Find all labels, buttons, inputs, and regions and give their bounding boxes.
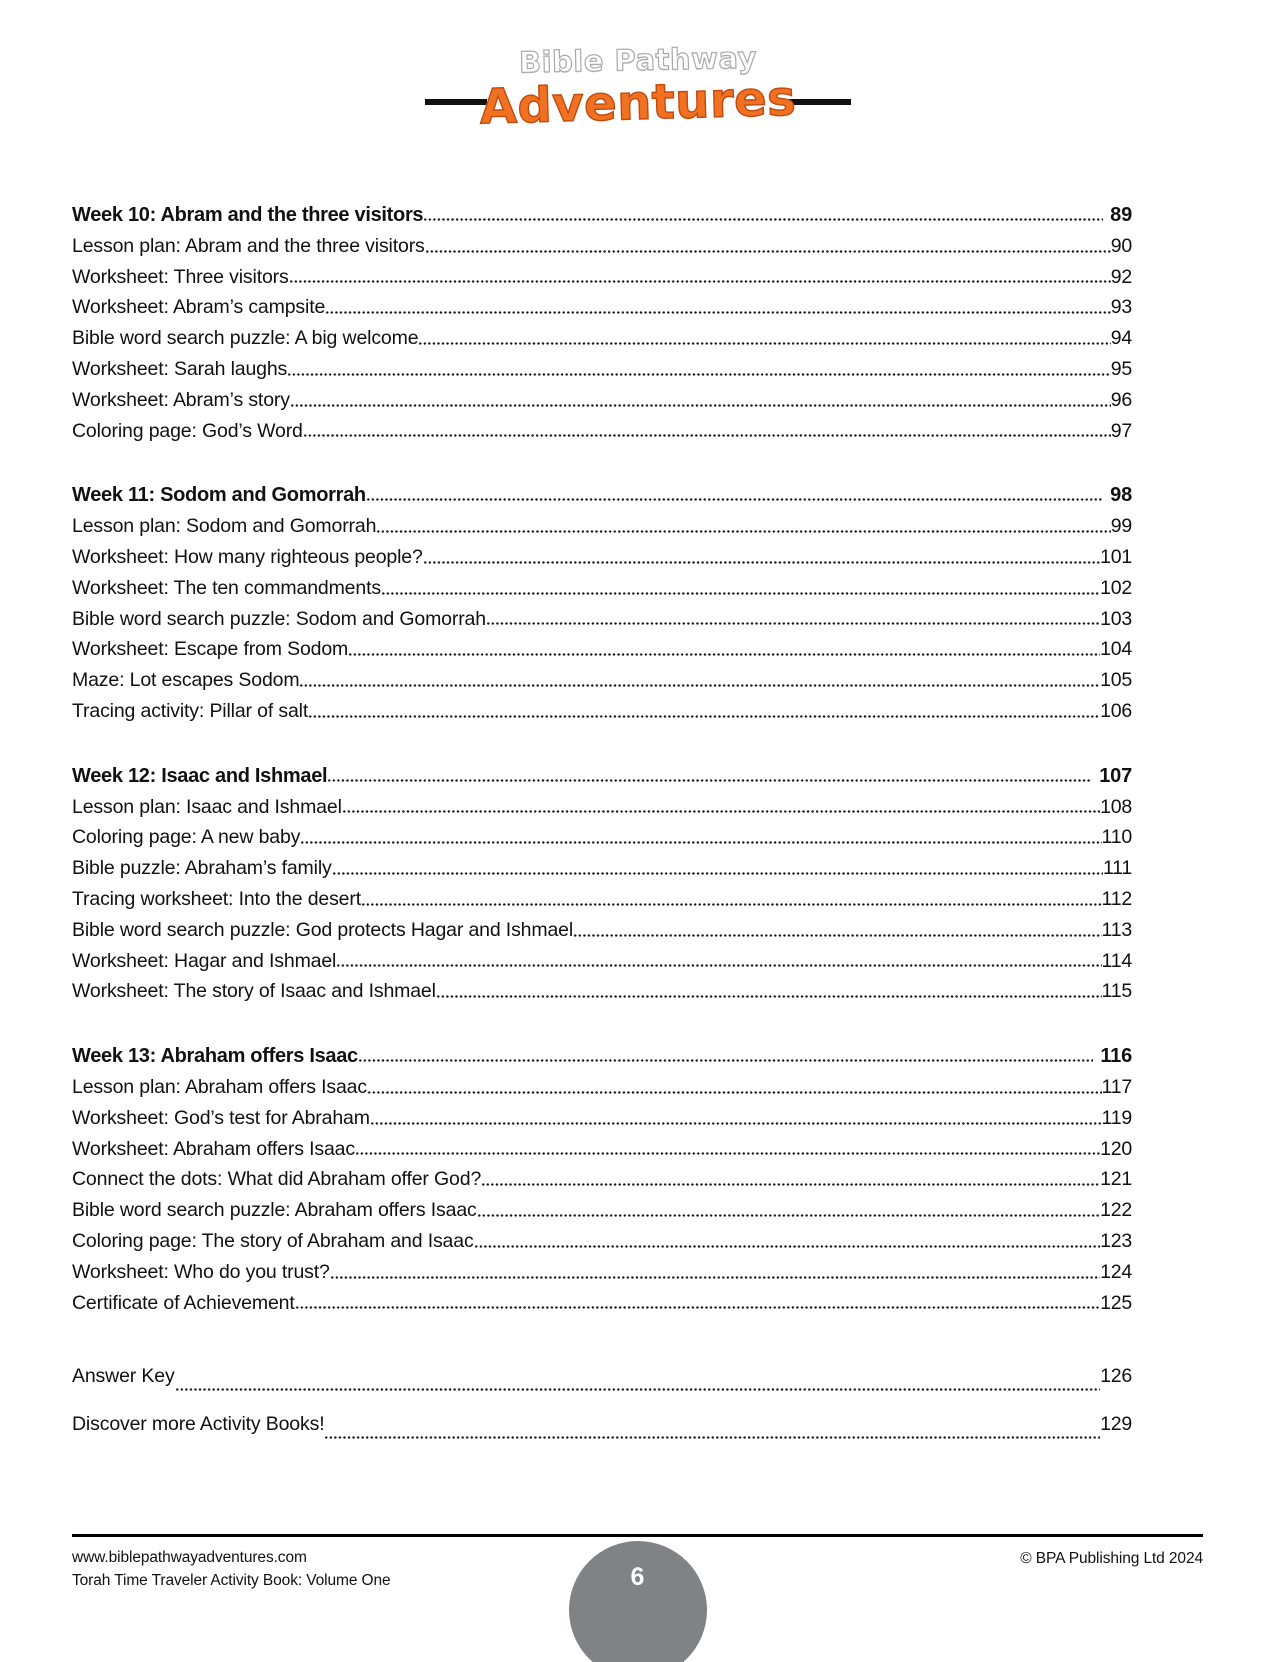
toc-entry-discover-more[interactable] [72,1400,1132,1448]
toc-heading-page: 98 [1110,484,1132,507]
toc-group-week-13 [72,1041,1132,1318]
toc-entry[interactable] [72,665,1132,696]
toc-entry-label: Worksheet: Who do you trust? [72,1260,330,1283]
toc-entry-label: Certificate of Achievement [72,1291,295,1314]
toc-group-week-12 [72,761,1132,1007]
footer-divider [72,1534,1203,1537]
toc-entry-label: Bible word search puzzle: Sodom and Gomorrah [72,607,486,630]
toc-entry[interactable] [72,542,1132,573]
toc-leader-dots [486,618,1100,629]
toc-entry[interactable] [72,1257,1132,1288]
toc-leader-dots [287,369,1111,380]
toc-leader-dots [381,588,1100,599]
toc-entry-page: 115 [1101,980,1132,1003]
toc-entry[interactable] [72,416,1132,447]
footer-copyright: © BPA Publishing Ltd 2024 [1020,1550,1203,1567]
toc-entry-page: 117 [1101,1075,1132,1098]
toc-entry[interactable] [72,696,1132,727]
toc-group-back-matter [72,1352,1132,1448]
toc-leader-dots [436,991,1102,1002]
toc-entry-page: 99 [1110,515,1132,538]
toc-entry[interactable] [72,1226,1132,1257]
toc-entry-page: 126 [1100,1365,1132,1388]
toc-entry[interactable] [72,292,1132,323]
toc-entry-label: Maze: Lot escapes Sodom [72,669,300,692]
toc-leader-dots [423,214,1103,225]
toc-leader-dots [370,1118,1102,1129]
toc-entry-label: Coloring page: The story of Abraham and Isaac [72,1229,474,1252]
toc-heading-page: 107 [1099,764,1132,787]
toc-leader-dots [348,649,1100,660]
toc-entry-page: 90 [1110,234,1132,257]
toc-entry[interactable] [72,1164,1132,1195]
footer-website[interactable]: www.biblepathwayadventures.com [72,1549,307,1566]
toc-entry-page: 101 [1100,545,1132,568]
toc-leader-dots [332,868,1103,879]
page-header [0,34,1275,144]
toc-entry[interactable] [72,604,1132,635]
toc-entry-page: 93 [1110,296,1132,319]
toc-entry[interactable] [72,853,1132,884]
toc-entry-label: Lesson plan: Abram and the three visitors [72,234,425,257]
toc-entry[interactable] [72,354,1132,385]
toc-entry-page: 112 [1101,887,1132,910]
toc-entry[interactable] [72,822,1132,853]
toc-entry-label: Worksheet: The story of Isaac and Ishmael [72,980,436,1003]
toc-leader-dots [289,276,1111,287]
toc-entry[interactable] [72,915,1132,946]
toc-entry-page: 125 [1100,1291,1132,1314]
toc-entry-label: Tracing worksheet: Into the desert [72,887,361,910]
toc-leader-dots [300,837,1101,848]
toc-entry-label: Lesson plan: Abraham offers Isaac [72,1075,367,1098]
toc-entry-page: 102 [1100,576,1132,599]
toc-entry-page: 94 [1110,327,1132,350]
logo-left-dash-icon [425,99,487,105]
toc-entry-page: 92 [1110,265,1132,288]
toc-heading-label: Week 10: Abram and the three visitors [72,204,424,226]
toc-entry[interactable] [72,511,1132,542]
toc-entry[interactable] [72,1288,1132,1319]
toc-leader-dots [425,246,1111,257]
toc-entry[interactable] [72,1134,1132,1165]
toc-entry-label: Coloring page: A new baby [72,826,301,849]
toc-entry-label: Bible word search puzzle: Abraham offers Isaac [72,1199,477,1222]
toc-entry[interactable] [72,634,1132,665]
toc-entry-label: Bible puzzle: Abraham’s family [72,857,332,880]
toc-leader-dots [290,400,1111,411]
toc-entry-page: 119 [1101,1106,1132,1129]
toc-entry-label: Worksheet: Three visitors [72,265,289,288]
toc-entry-page: 113 [1101,918,1132,941]
toc-leader-dots [366,494,1103,505]
toc-leader-dots [330,1272,1100,1283]
toc-leader-dots [367,1087,1102,1098]
toc-leader-dots [175,1384,1101,1395]
toc-leader-dots [481,1179,1100,1190]
toc-heading-week-11[interactable] [72,480,1132,511]
toc-heading-page: 89 [1110,204,1132,226]
toc-entry-label: Worksheet: God’s test for Abraham [72,1106,370,1129]
toc-heading-week-13[interactable] [72,1041,1132,1072]
toc-entry[interactable] [72,323,1132,354]
toc-entry-page: 108 [1100,795,1132,818]
toc-entry-page: 124 [1100,1260,1132,1283]
toc-entry[interactable] [72,1072,1132,1103]
toc-entry-page: 111 [1102,857,1132,880]
toc-leader-dots [573,930,1101,941]
toc-entry-page: 95 [1110,357,1132,380]
toc-entry-page: 104 [1100,638,1132,661]
toc-entry-page: 96 [1110,388,1132,411]
page-number-badge: 6 [569,1541,707,1662]
brand-logo [425,39,851,139]
toc-entry-page: 97 [1110,419,1132,442]
toc-heading-label: Week 11: Sodom and Gomorrah [72,484,366,507]
logo-line-bible-pathway: Bible Pathway [518,40,757,80]
toc-entry-label: Tracing activity: Pillar of salt [72,699,309,722]
toc-entry-answer-key[interactable] [72,1352,1132,1400]
toc-leader-dots [358,1055,1093,1066]
toc-entry-label: Worksheet: Sarah laughs [72,357,288,380]
toc-entry-page: 120 [1100,1137,1132,1160]
toc-heading-week-10[interactable] [72,200,1132,231]
logo-line-adventures: Adventures [478,70,797,136]
footer-book-title: Torah Time Traveler Activity Book: Volume One [72,1572,391,1589]
toc-leader-dots [308,711,1100,722]
toc-entry-label: Bible word search puzzle: God protects Hagar and Ishmael [72,918,574,941]
toc-group-week-10 [72,200,1132,446]
toc-entry-label: Lesson plan: Sodom and Gomorrah [72,515,377,538]
toc-entry[interactable] [72,231,1132,262]
toc-entry-page: 122 [1100,1199,1132,1222]
toc-leader-dots [342,806,1100,817]
toc-entry[interactable] [72,946,1132,977]
toc-leader-dots [474,1241,1101,1252]
toc-entry[interactable] [72,1195,1132,1226]
toc-entry-page: 121 [1100,1168,1132,1191]
toc-entry-label: Discover more Activity Books! [72,1413,325,1436]
toc-entry-label: Worksheet: Abraham offers Isaac [72,1137,355,1160]
toc-entry[interactable] [72,792,1132,823]
toc-entry[interactable] [72,976,1132,1007]
toc-leader-dots [336,960,1101,971]
toc-entry-label: Worksheet: Abram’s campsite [72,296,326,319]
toc-entry-label: Worksheet: The ten commandments [72,576,381,599]
toc-entry[interactable] [72,385,1132,416]
toc-entry-label: Bible word search puzzle: A big welcome [72,327,419,350]
toc-entry-label: Coloring page: God’s Word [72,419,303,442]
toc-entry-label: Answer Key [72,1365,175,1388]
toc-heading-week-12[interactable] [72,761,1132,792]
toc-leader-dots [324,1432,1100,1443]
toc-entry[interactable] [72,262,1132,293]
footer-left-block [72,1546,391,1592]
toc-entry[interactable] [72,573,1132,604]
toc-leader-dots [299,680,1100,691]
toc-entry-label: Worksheet: Escape from Sodom [72,638,349,661]
toc-heading-page: 116 [1100,1045,1132,1068]
toc-leader-dots [477,1210,1100,1221]
toc-entry-page: 106 [1100,699,1132,722]
toc-entry-label: Connect the dots: What did Abraham offer God? [72,1168,482,1191]
toc-entry[interactable] [72,1103,1132,1134]
toc-leader-dots [361,899,1102,910]
toc-entry-page: 129 [1100,1413,1132,1436]
toc-leader-dots [303,430,1111,441]
toc-entry-page: 110 [1101,826,1132,849]
logo-right-dash-icon [789,99,851,105]
toc-entry[interactable] [72,884,1132,915]
toc-entry-label: Worksheet: Hagar and Ishmael [72,949,337,972]
toc-leader-dots [325,307,1111,318]
toc-group-week-11 [72,480,1132,726]
logo-wordmark [478,39,797,139]
toc-leader-dots [423,557,1100,568]
toc-entry-page: 105 [1100,669,1132,692]
toc-leader-dots [418,338,1110,349]
toc-heading-label: Week 12: Isaac and Ishmael [72,764,328,787]
toc-leader-dots [295,1302,1100,1313]
toc-entry-label: Worksheet: How many righteous people? [72,545,423,568]
toc-entry-page: 103 [1100,607,1132,630]
toc-entry-label: Worksheet: Abram’s story [72,388,290,411]
toc-leader-dots [327,775,1092,786]
toc-leader-dots [355,1148,1100,1159]
toc-heading-label: Week 13: Abraham offers Isaac [72,1045,358,1068]
toc-entry-page: 114 [1101,949,1132,972]
toc-entry-label: Lesson plan: Isaac and Ishmael [72,795,342,818]
toc-leader-dots [376,526,1110,537]
table-of-contents [72,200,1132,1448]
toc-entry-page: 123 [1100,1229,1132,1252]
